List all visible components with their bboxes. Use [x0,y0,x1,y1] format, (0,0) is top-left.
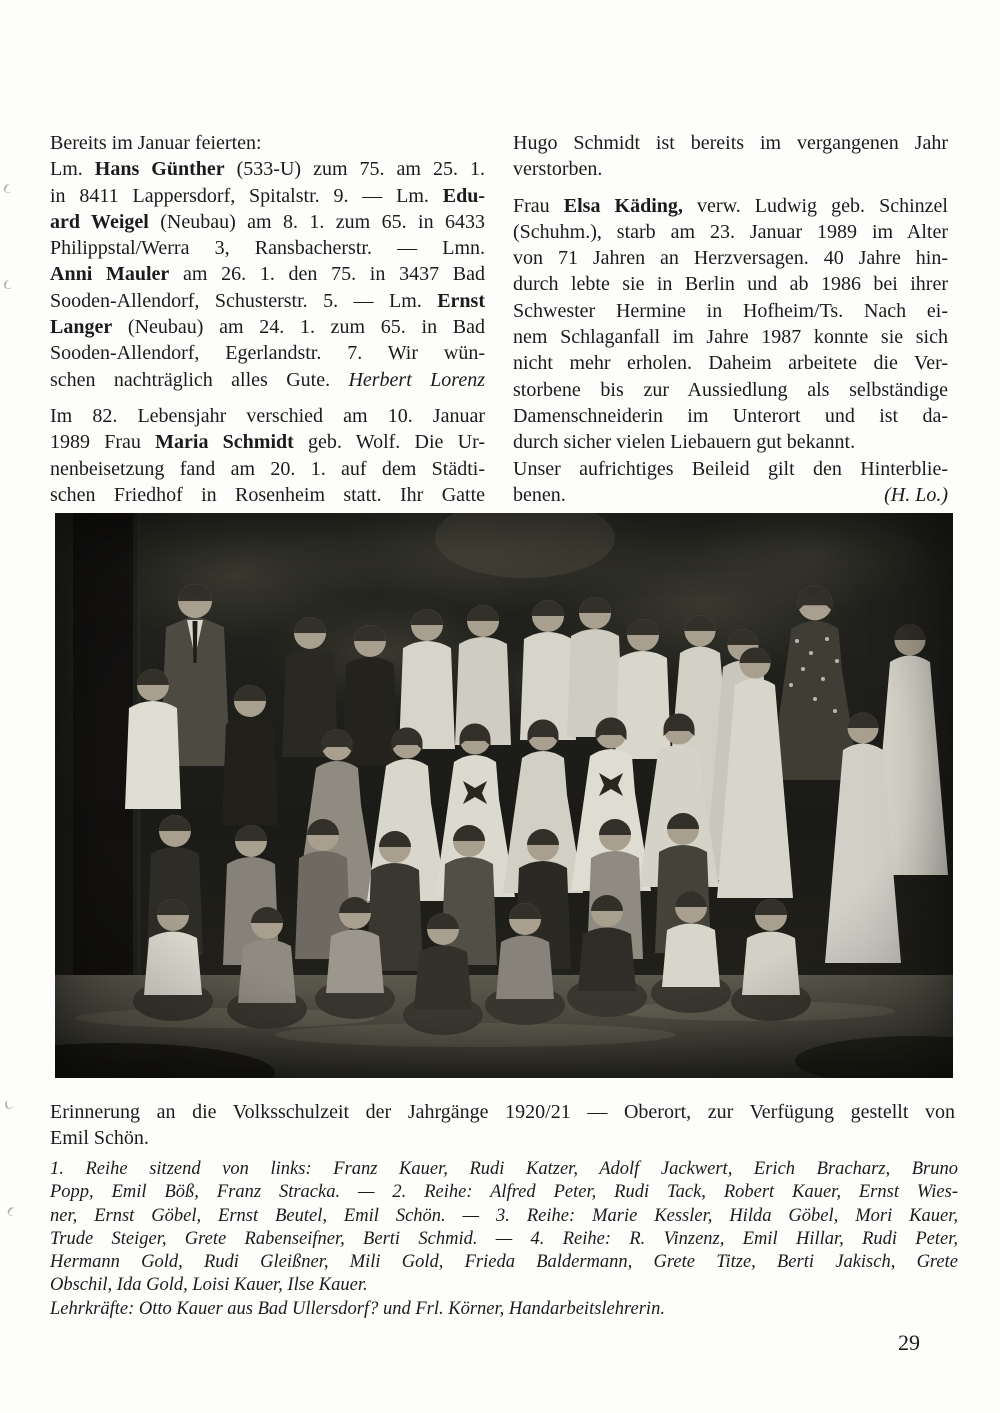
text-segment: Im 82. Lebensjahr verschied am 10. Januar [50,404,485,427]
text-line [513,377,948,403]
text-segment: Lehrkräfte: Otto Kauer aus Bad Ullersdorf? und Frl. Körner, Handarbeitslehrerin. [50,1298,665,1319]
text-line [513,429,948,455]
text-segment: in 8411 Lappersdorf, Spitalstr. 9. — Lm. [50,184,443,207]
text-segment: Elsa Käding, [563,194,683,217]
text-line [513,130,948,156]
text-segment: Hugo Schmidt ist bereits im vergangenen Jahr [513,132,948,154]
text-segment: Langer [50,316,113,339]
class-photo-illustration [55,513,953,1078]
page-number: 29 [898,1330,920,1355]
text-segment: Erinnerung an die Volksschulzeit der Jahrgänge 1920/21 — Oberort, zur Verfügung gestellt von [50,1101,955,1123]
text-line [50,288,485,314]
text-line [50,482,485,508]
text-segment: (533-U) zum 75. am 25. 1. [224,158,485,181]
text-segment: schen nachträglich alles Gute. [50,368,349,391]
text-segment: Frau [513,194,564,217]
text-line [513,350,948,376]
text-segment: Obschil, Ida Gold, Loisi Kauer, Ilse Kauer. [50,1275,368,1296]
text-line [513,482,948,508]
text-line [50,235,485,261]
text-segment: Herbert Lorenz [348,368,485,391]
text-line [513,245,948,271]
text-line [50,403,485,429]
text-segment: Schwester Hermine in Hofheim/Ts. Nach ei- [513,299,948,322]
text-segment: verw. Ludwig geb. Schinzel [682,194,948,217]
photo-vignette [55,513,953,1078]
text-segment: geb. Wolf. Die Ur- [293,431,485,454]
text-line [50,456,485,482]
text-line [50,156,485,182]
text-line [50,1251,958,1274]
text-segment: Damenschneiderin im Unterort und ist da- [513,404,948,427]
text-line [50,1158,958,1181]
text-line [513,403,948,429]
text-segment: nenbeisetzung fand am 20. 1. auf dem Städti- [50,457,485,480]
text-line [513,156,948,182]
text-segment: 1. Reihe sitzend von links: Franz Kauer, Rudi Katzer, Adolf Jackwert, Erich Bracharz, Bruno [50,1159,958,1179]
text-line [513,456,948,482]
text-line [513,193,948,219]
text-segment: verstorben. [513,158,603,181]
text-segment: durch lebte sie in Berlin und ab 1986 bei ihrer [513,273,948,296]
text-line [50,1181,958,1204]
text-segment: Maria Schmidt [155,431,294,454]
text-line [50,1274,958,1297]
text-segment: durch sicher vielen Liebauern gut bekannt. [513,431,856,454]
text-segment: Sooden-Allendorf, Schusterstr. 5. — Lm. [50,289,438,312]
text-segment: Trude Steiger, Grete Rabenseifner, Berti Schmid. — 4. Reihe: R. Vinzenz, Emil Hillar, Rudi Peter, [50,1228,958,1249]
text-segment: Emil Schön. [50,1127,149,1149]
text-segment: (Neubau) am 24. 1. zum 65. in Bad [112,316,485,339]
right-column [513,130,948,508]
text-segment: Hermann Gold, Rudi Gleißner, Mili Gold, Frieda Baldermann, Grete Titze, Berti Jakisch, Grete [50,1252,958,1273]
scan-artifact [4,1099,14,1110]
line-left [513,482,566,508]
text-segment: von 71 Jahren an Herzversagen. 40 Jahre hin- [513,247,948,270]
text-line [50,183,485,209]
text-line [50,130,485,156]
line-right [884,482,948,508]
text-segment: 1989 Frau [50,431,156,454]
text-segment: (H. Lo.) [884,483,948,506]
class-photo [55,513,953,1078]
text-line [513,324,948,350]
text-segment: storbene bis zur Aussiedlung als selbständige [513,378,948,401]
obituary-columns [50,130,948,508]
text-segment: ner, Ernst Göbel, Ernst Beutel, Emil Schön. — 3. Reihe: Marie Kessler, Hilda Göbel, Mori Kauer, [50,1205,958,1226]
text-line [50,1298,958,1321]
left-column [50,130,485,508]
text-line [50,261,485,287]
text-segment: Hans Günther [94,158,225,181]
text-segment: Sooden-Allendorf, Egerlandstr. 7. Wir wün- [50,342,485,365]
text-segment: Bereits im Januar feierten: [50,132,262,154]
text-line [50,1205,958,1228]
text-segment: Unser aufrichtiges Beileid gilt den Hinterblie- [513,457,948,480]
text-segment: Edu- [442,184,485,207]
text-segment: Philippstal/Werra 3, Ransbacherstr. — Lmn. [50,237,485,260]
text-segment: (Schuhm.), starb am 23. Januar 1989 im Alter [513,220,948,243]
text-segment: ard Weigel [50,210,149,233]
text-line [513,219,948,245]
text-segment: Ernst [437,289,485,312]
scan-artifact [3,279,12,289]
text-line [50,209,485,235]
text-line [513,271,948,297]
photo-caption [50,1099,955,1151]
text-line [50,1099,955,1125]
text-line [513,298,948,324]
text-segment: nem Schlaganfall im Jahre 1987 konnte sie sich [513,326,948,349]
text-line [50,340,485,366]
scan-artifact [6,1205,18,1217]
scan-artifact [3,183,14,194]
text-segment: (Neubau) am 8. 1. zum 65. in 6433 [148,210,485,233]
text-segment: am 26. 1. den 75. in 3437 Bad [169,263,485,286]
text-segment: Popp, Emil Böß, Franz Stracka. — 2. Reihe: Alfred Peter, Rudi Tack, Robert Kauer, Ernst Wies- [50,1182,958,1203]
text-segment: benen. [513,483,566,506]
text-line [50,429,485,455]
text-line [50,1228,958,1251]
text-line [50,367,485,393]
text-segment: schen Friedhof in Rosenheim statt. Ihr Gatte [50,483,485,506]
text-segment: nicht mehr erholen. Daheim arbeitete die Ver- [513,352,948,375]
text-segment: Anni Mauler [50,263,170,286]
photo-name-list [50,1158,958,1321]
text-line [50,314,485,340]
text-segment: Lm. [50,158,95,181]
text-line [50,1125,955,1151]
